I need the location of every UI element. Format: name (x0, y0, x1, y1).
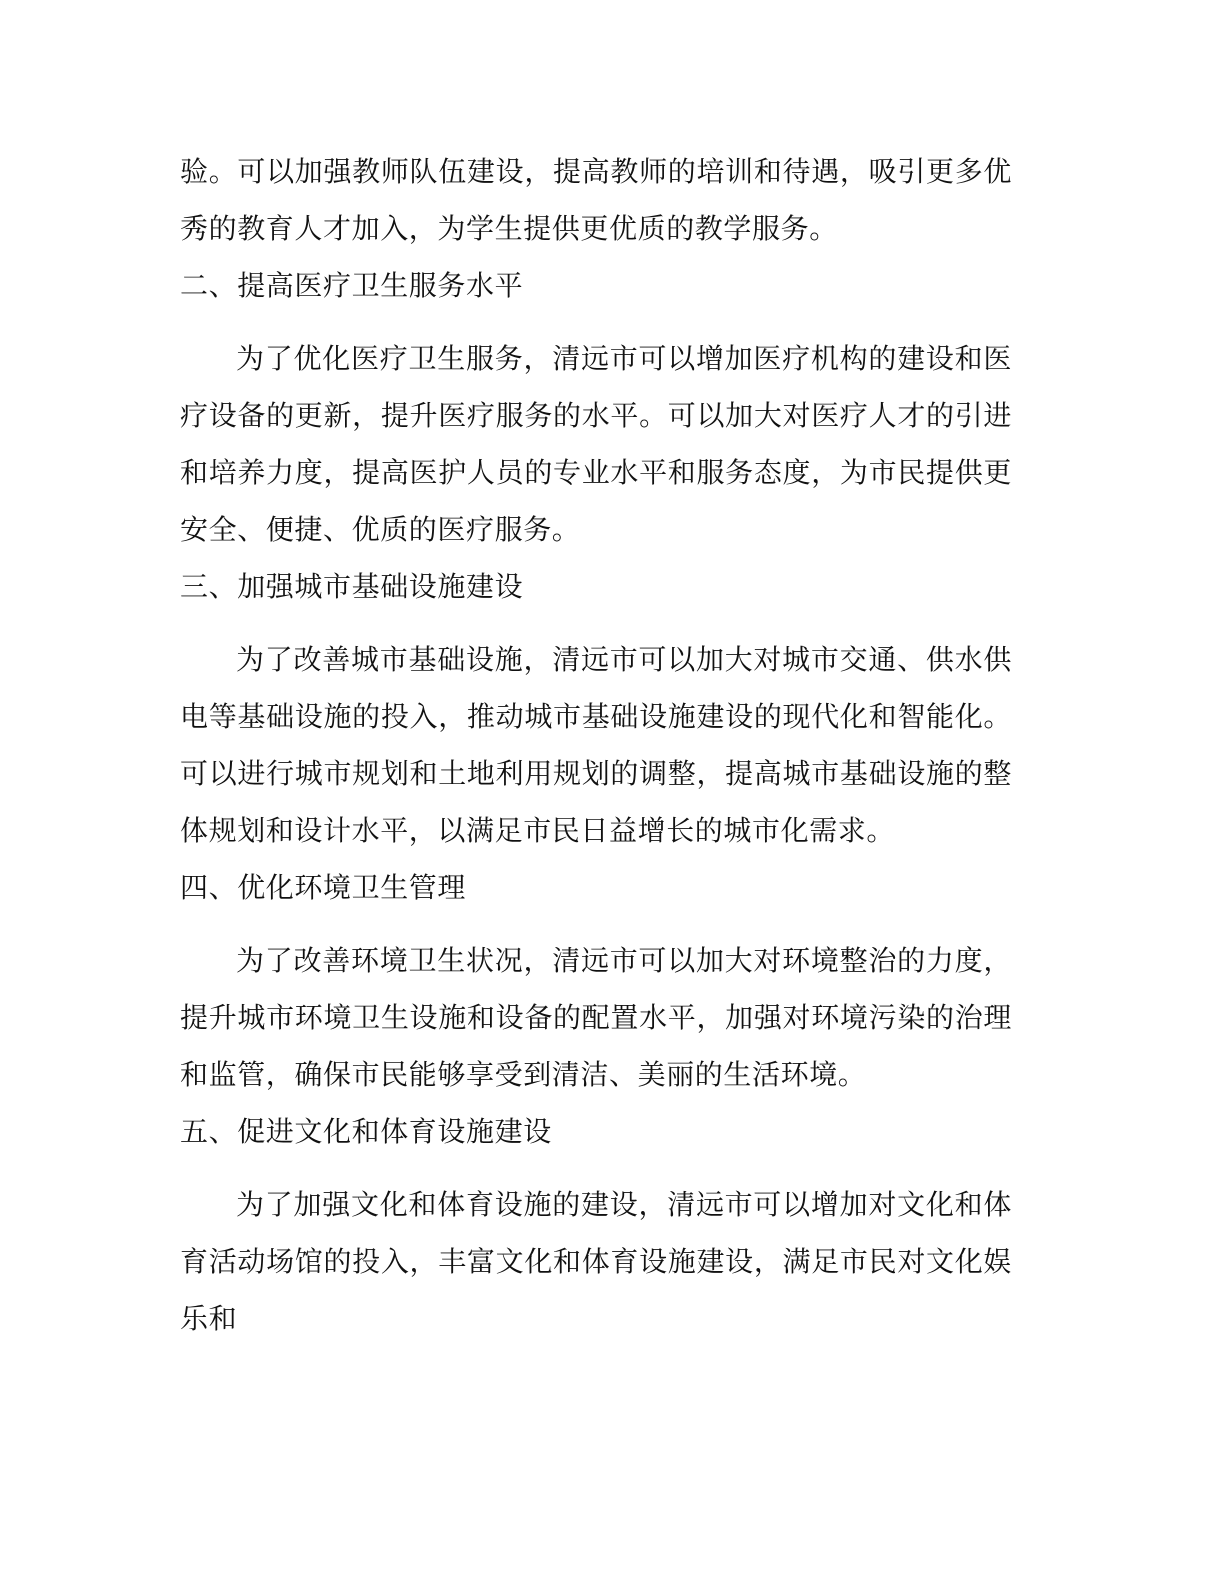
section-heading-medical: 二、提高医疗卫生服务水平 (180, 269, 524, 302)
paragraph-culture-sports-facilities: 为了加强文化和体育设施的建设，清远市可以增加对文化和体育活动场馆的投入，丰富文化和体育设施建设，满足市民对文化娱乐和 (180, 1188, 1012, 1335)
section-heading-environment: 四、优化环境卫生管理 (180, 871, 467, 904)
paragraph-environmental-sanitation: 为了改善环境卫生状况，清远市可以加大对环境整治的力度，提升城市环境卫生设施和设备的配置水平，加强对环境污染的治理和监管，确保市民能够享受到清洁、美丽的生活环境。 (180, 944, 1012, 1091)
paragraph-urban-infrastructure: 为了改善城市基础设施，清远市可以加大对城市交通、供水供电等基础设施的投入，推动城市基础设施建设的现代化和智能化。可以进行城市规划和土地利用规划的调整，提高城市基础设施的整体规划和设计水平，以满足市民日益增长的城市化需求。 (180, 643, 1012, 847)
paragraph-medical-services: 为了优化医疗卫生服务，清远市可以增加医疗机构的建设和医疗设备的更新，提升医疗服务的水平。可以加大对医疗人才的引进和培养力度，提高医护人员的专业水平和服务态度，为市民提供更安全、便捷、优质的医疗服务。 (180, 342, 1012, 546)
document-body (180, 143, 1012, 1347)
section-heading-culture-sports: 五、促进文化和体育设施建设 (180, 1115, 552, 1148)
section-heading-infrastructure: 三、加强城市基础设施建设 (180, 570, 524, 603)
paragraph-continued-teacher-training: 验。可以加强教师队伍建设，提高教师的培训和待遇，吸引更多优秀的教育人才加入，为学生提供更优质的教学服务。 (180, 155, 1012, 245)
